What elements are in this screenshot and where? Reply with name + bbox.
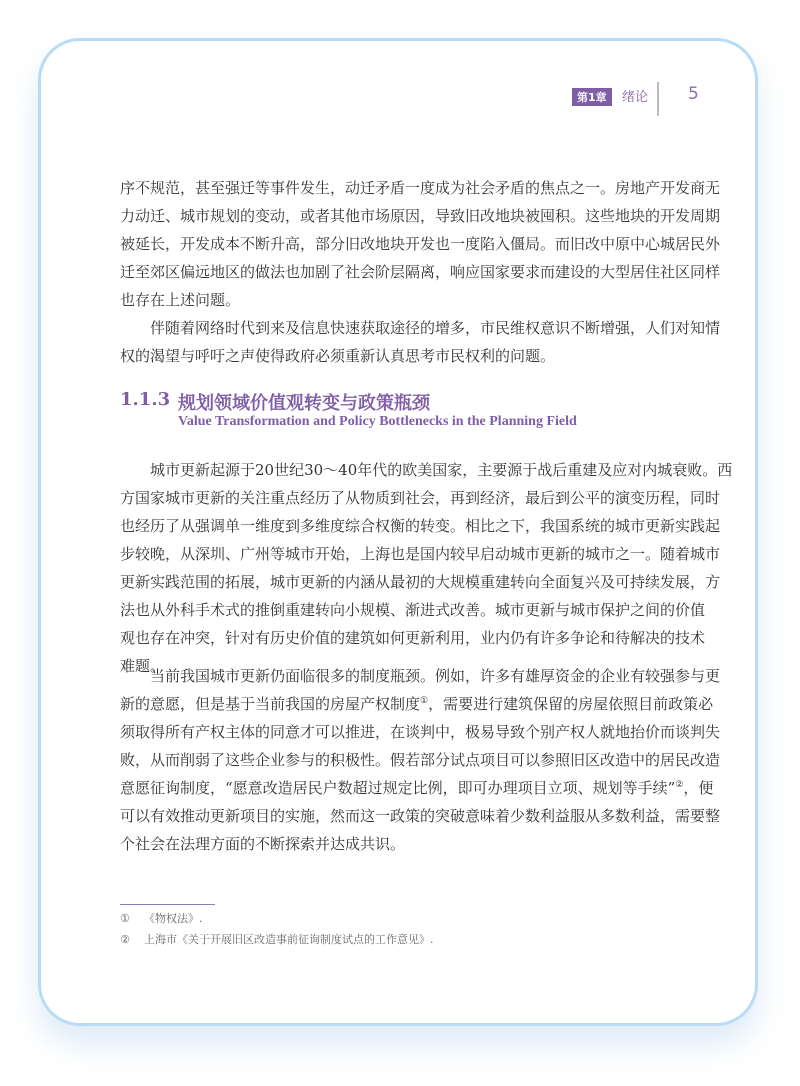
footnote-mark: ① — [120, 912, 130, 925]
text-line: 步较晚，从深圳、广州等城市开始，上海也是国内较早启动城市更新的城市之一。随着城市 — [120, 545, 721, 563]
text-line: 法也从外科手术式的推倒重建转向小规模、渐进式改善。城市更新与城市保护之间的价值 — [120, 601, 706, 619]
text-line: 须取得所有产权主体的同意才可以推进，在谈判中，极易导致个别产权人就地抬价而谈判失 — [120, 723, 721, 741]
text-line: 当前我国城市更新仍面临很多的制度瓶颈。例如，许多有雄厚资金的企业有较强参与更 — [150, 667, 721, 685]
header-divider — [657, 82, 659, 116]
section-number: 1.1.3 — [120, 389, 171, 410]
text-line: 个社会在法理方面的不断探索并达成共识。 — [120, 835, 406, 853]
footnote-divider — [120, 904, 215, 905]
footnote-ref[interactable]: ① — [420, 696, 429, 706]
text-line: 伴随着网络时代到来及信息快速获取途径的增多，市民维权意识不断增强，人们对知情 — [150, 319, 721, 337]
text-line: 权的渴望与呼吁之声使得政府必须重新认真思考市民权利的问题。 — [120, 347, 556, 365]
text-line: 败，从而削弱了这些企业参与的积极性。假若部分试点项目可以参照旧区改造中的居民改造 — [120, 751, 721, 769]
text-line — [120, 694, 714, 714]
text: ，需要进行建筑保留的房屋依照目前政策必 — [428, 695, 714, 713]
chapter-title: 绪论 — [622, 90, 649, 105]
text-line: 力动迁、城市规划的变动，或者其他市场原因，导致旧改地块被囤积。这些地块的开发周期 — [120, 207, 721, 225]
section-title-en: Value Transformation and Policy Bottlenecks in the Planning Field — [178, 414, 577, 429]
text: 新的意愿，但是基于当前我国的房屋产权制度 — [120, 695, 421, 713]
text: 意愿征询制度，“愿意改造居民户数超过规定比例，即可办理项目立项、规划等手续” — [120, 779, 676, 797]
text-line: 也存在上述问题。 — [120, 291, 241, 309]
text: ，便 — [683, 779, 714, 797]
page-number: 5 — [688, 84, 699, 104]
text-line: 可以有效推动更新项目的实施，然而这一政策的突破意味着少数利益服从多数利益，需要整 — [120, 807, 721, 825]
text-line: 更新实践范围的拓展，城市更新的内涵从最初的大规模重建转向全面复兴及可持续发展，方 — [120, 573, 721, 591]
footnote-text: 上海市《关于开展旧区改造事前征询制度试点的工作意见》. — [144, 933, 434, 946]
footnote-1 — [120, 910, 203, 926]
footnote-text: 《物权法》. — [144, 912, 203, 925]
text-line: 方国家城市更新的关注重点经历了从物质到社会，再到经济，最后到公平的演变历程，同时 — [120, 489, 721, 507]
text-line — [120, 778, 714, 798]
text-line: 被延长，开发成本不断升高，部分旧改地块开发也一度陷入僵局。而旧改中原中心城居民外 — [120, 235, 721, 253]
footnote-mark: ② — [120, 933, 130, 946]
text-line: 观也存在冲突，针对有历史价值的建筑如何更新利用，业内仍有许多争论和待解决的技术 — [120, 629, 706, 647]
footnote-2 — [120, 931, 434, 947]
text-line: 序不规范，甚至强迁等事件发生，动迁矛盾一度成为社会矛盾的焦点之一。房地产开发商无 — [120, 179, 721, 197]
footnote-ref[interactable]: ② — [675, 780, 684, 790]
text-line: 城市更新起源于20世纪30～40年代的欧美国家，主要源于战后重建及应对内城衰败。西 — [150, 461, 733, 479]
chapter-badge: 第1章 — [572, 88, 612, 106]
text-line: 也经历了从强调单一维度到多维度综合权衡的转变。相比之下，我国系统的城市更新实践起 — [120, 517, 721, 535]
text-line: 难题。 — [120, 657, 166, 675]
text-line: 迁至郊区偏远地区的做法也加剧了社会阶层隔离，响应国家要求而建设的大型居住社区同样 — [120, 263, 721, 281]
section-title: 规划领域价值观转变与政策瓶颈 — [178, 393, 430, 414]
